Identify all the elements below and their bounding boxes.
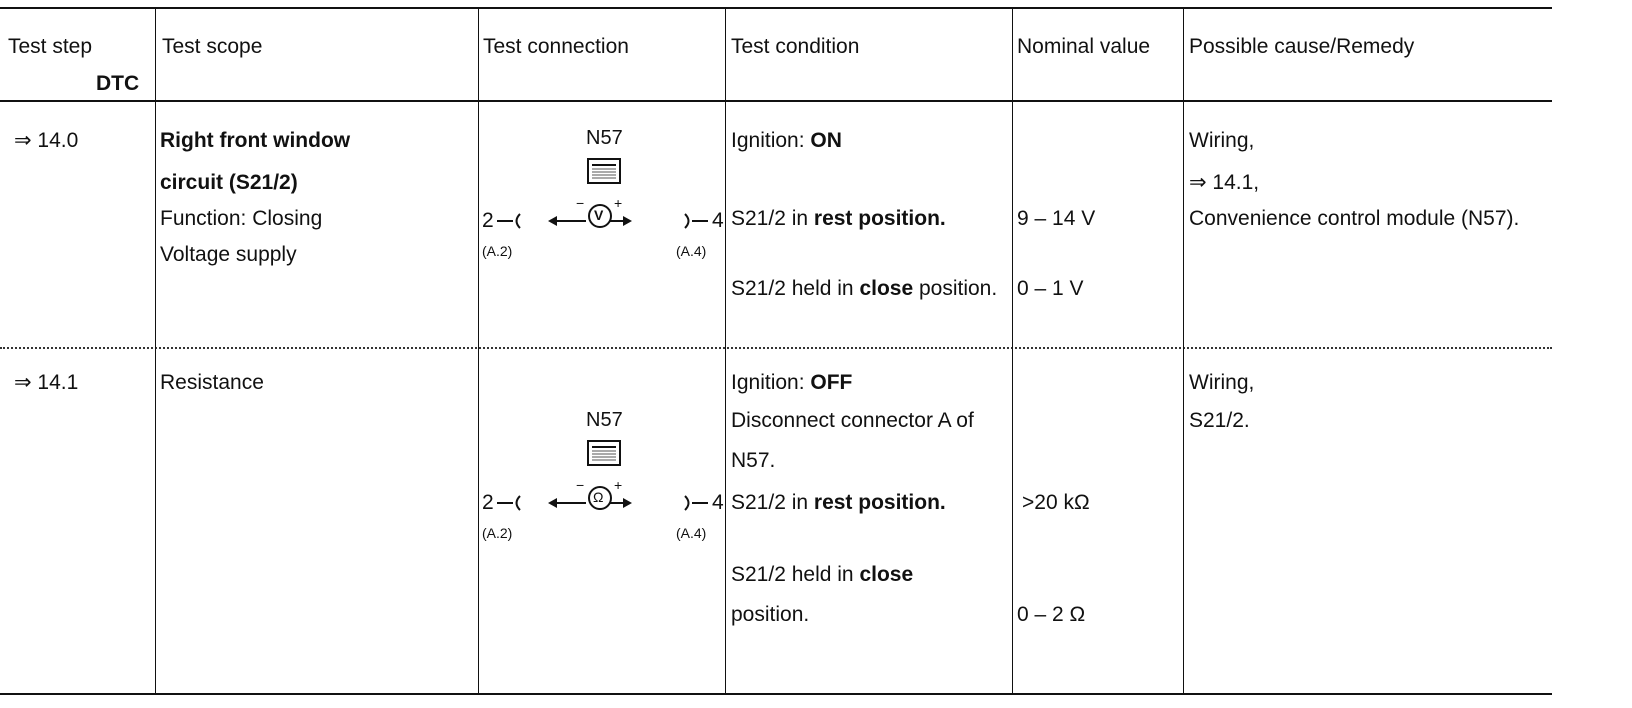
module-icon xyxy=(587,158,621,184)
row2-scope-line1: Resistance xyxy=(160,371,264,394)
header-test-scope: Test scope xyxy=(162,35,263,58)
probe-left-arrow-icon xyxy=(548,210,588,230)
row2-condition-1: Ignition: OFF xyxy=(731,371,853,394)
row1-connection-diagram xyxy=(480,118,724,268)
header-dtc: DTC xyxy=(96,72,140,95)
row1-left-pin: 2 xyxy=(482,209,494,232)
row1-remedy-1: Wiring, xyxy=(1189,129,1255,152)
row1-condition-3: S21/2 held in close position. xyxy=(731,277,998,300)
row1-plus-sign: + xyxy=(614,195,623,211)
row1-condition-1: Ignition: ON xyxy=(731,129,842,152)
row1-scope-line3: Function: Closing xyxy=(160,207,323,230)
row1-step: ⇒ 14.0 xyxy=(14,129,79,152)
col-divider-4 xyxy=(1012,8,1013,694)
plug-left-icon xyxy=(496,492,522,512)
table-bottom-rule xyxy=(0,693,1552,695)
row2-condition-5: S21/2 held in close xyxy=(731,563,914,586)
row1-scope-line1: Right front window xyxy=(160,129,351,152)
row1-left-ref: (A.2) xyxy=(482,243,513,259)
header-test-connection: Test connection xyxy=(483,35,629,58)
module-icon xyxy=(587,440,621,466)
row2-left-pin: 2 xyxy=(482,491,494,514)
row1-nominal-2: 0 – 1 V xyxy=(1017,277,1084,300)
plug-right-icon xyxy=(683,210,709,230)
header-bottom-rule xyxy=(0,100,1552,102)
plug-left-icon xyxy=(496,210,522,230)
row2-plus-sign: + xyxy=(614,477,623,493)
row1-module-label: N57 xyxy=(586,127,623,149)
row2-condition-6: position. xyxy=(731,603,810,626)
probe-right-arrow-icon xyxy=(610,210,632,230)
col-divider-2 xyxy=(478,8,479,694)
row1-meter-symbol: V xyxy=(594,207,604,223)
row2-meter-symbol: Ω xyxy=(593,489,604,505)
row2-connection-diagram xyxy=(480,400,724,550)
row1-remedy-2: ⇒ 14.1, xyxy=(1189,171,1260,194)
row1-scope-line2: circuit (S21/2) xyxy=(160,171,298,194)
row2-remedy-1: Wiring, xyxy=(1189,371,1255,394)
row-separator xyxy=(0,347,1552,349)
col-divider-3 xyxy=(725,8,726,694)
row2-condition-3: N57. xyxy=(731,449,776,472)
row1-minus-sign: − xyxy=(576,195,585,211)
row2-left-ref: (A.2) xyxy=(482,525,513,541)
row2-condition-2: Disconnect connector A of xyxy=(731,409,974,432)
plug-right-icon xyxy=(683,492,709,512)
col-divider-5 xyxy=(1183,8,1184,694)
row2-module-label: N57 xyxy=(586,409,623,431)
row2-right-ref: (A.4) xyxy=(676,525,707,541)
row2-remedy-2: S21/2. xyxy=(1189,409,1250,432)
row2-nominal-2: 0 – 2 Ω xyxy=(1017,603,1086,626)
row1-nominal-1: 9 – 14 V xyxy=(1017,207,1096,230)
col-divider-1 xyxy=(155,8,156,694)
row1-condition-2: S21/2 in rest position. xyxy=(731,207,946,230)
row1-scope-line4: Voltage supply xyxy=(160,243,297,266)
probe-left-arrow-icon xyxy=(548,492,588,512)
row2-condition-4: S21/2 in rest position. xyxy=(731,491,946,514)
header-test-step: Test step xyxy=(8,35,93,58)
probe-right-arrow-icon xyxy=(610,492,632,512)
row2-minus-sign: − xyxy=(576,477,585,493)
row1-right-ref: (A.4) xyxy=(676,243,707,259)
row2-nominal-1: >20 kΩ xyxy=(1022,491,1090,514)
row1-right-pin: 4 xyxy=(712,209,724,232)
header-remedy: Possible cause/Remedy xyxy=(1189,35,1415,58)
header-test-condition: Test condition xyxy=(731,35,860,58)
header-nominal-value: Nominal value xyxy=(1017,35,1151,58)
row2-step: ⇒ 14.1 xyxy=(14,371,79,394)
row2-right-pin: 4 xyxy=(712,491,724,514)
row1-remedy-3: Convenience control module (N57). xyxy=(1189,207,1520,230)
table-top-rule xyxy=(0,7,1552,9)
